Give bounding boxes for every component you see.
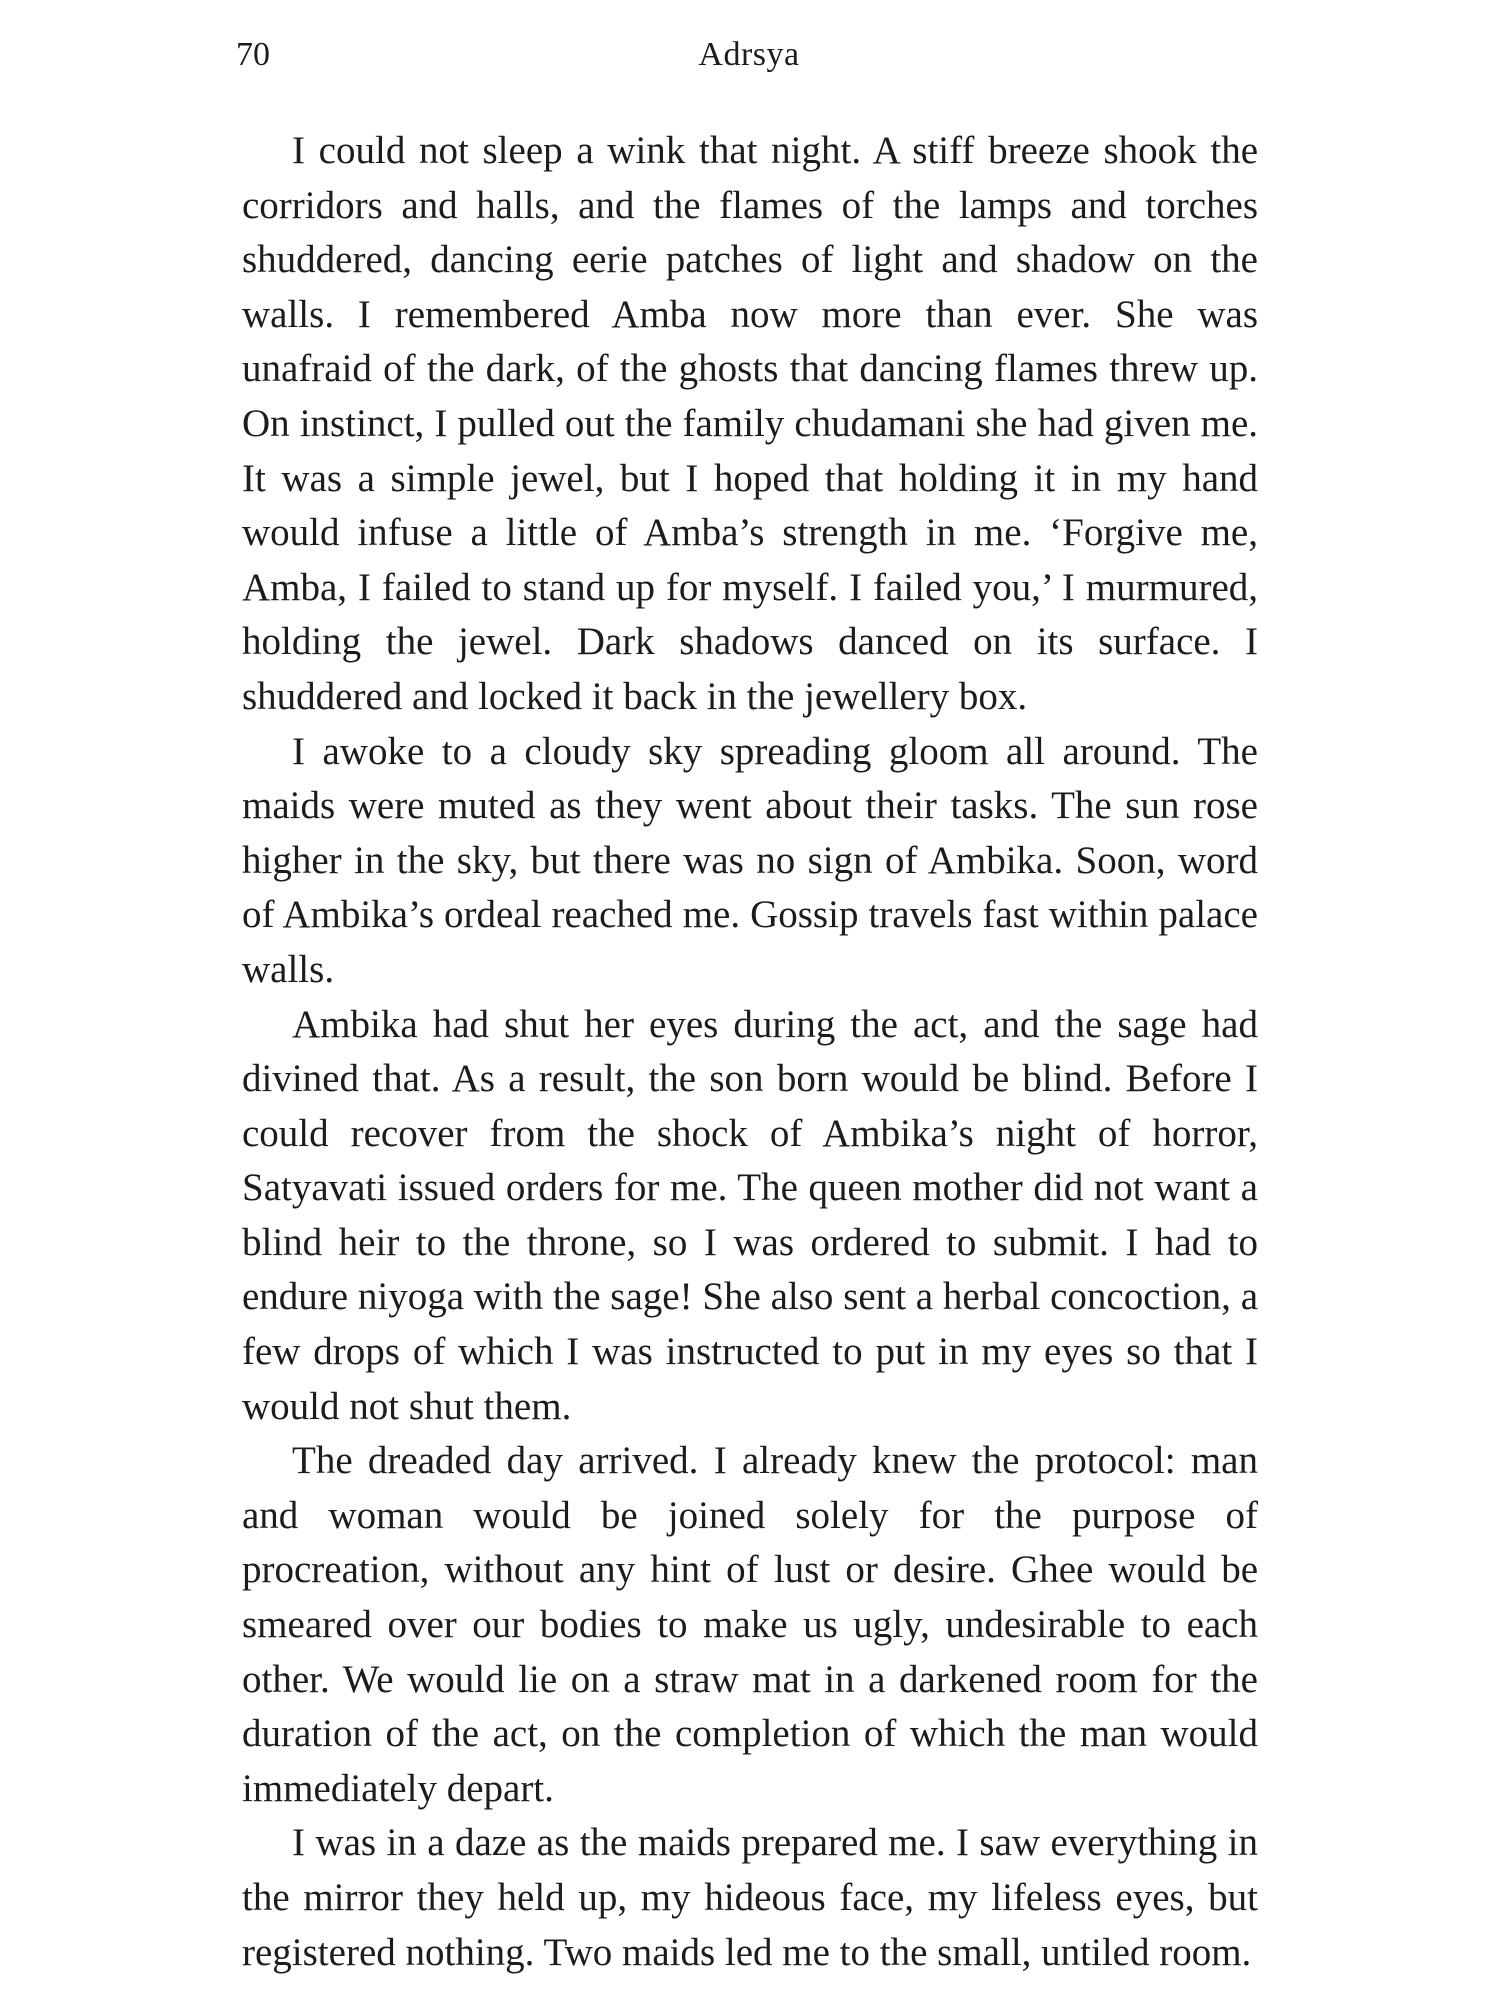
paragraph: I awoke to a cloudy sky spreading gloom all around. The maids were muted as they went about their tasks. The sun rose higher in the sky, but there was no sign of Ambika. Soon, word of Ambika’s ordeal reached me. Gossip travels fast within palace walls.: [242, 729, 1258, 991]
paragraph: The dreaded day arrived. I already knew the protocol: man and woman would be joined solely for the purpose of procreation, without any hint of lust or desire. Ghee would be smeared over our bodies to make us ugly, undesirable to each other. We would lie on a straw mat in a darkened room for the duration of the act, on the completion of which the man would immediately depart.: [242, 1439, 1258, 1810]
page-number: 70: [236, 36, 270, 73]
paragraph: I could not sleep a wink that night. A stiff breeze shook the corridors and halls, and the flames of the lamps and torches shuddered, dancing eerie patches of light and shadow on the walls. I remembered Amba now more than ever. She was unafraid of the dark, of the ghosts that dancing flames threw up. On instinct, I pulled out the family chudamani she had given me. It was a simple jewel, but I hoped that holding it in my hand would infuse a little of Amba’s strength in me. ‘Forgive me, Amba, I failed to stand up for myself. I failed you,’ I murmured, holding the jewel. Dark shadows danced on its surface. I shuddered and locked it back in the jewellery box.: [242, 129, 1258, 718]
running-head: [236, 30, 1262, 80]
paragraph: I was in a daze as the maids prepared me. I saw everything in the mirror they held up, my hideous face, my lifeless eyes, but registered nothing. Two maids led me to the small, untiled room.: [242, 1821, 1258, 1974]
running-title: Adrsya: [698, 36, 800, 73]
body-text: [242, 124, 1258, 1980]
paragraph: Ambika had shut her eyes during the act, and the sage had divined that. As a result, the son born would be blind. Before I could recover from the shock of Ambika’s night of horror, Satyavati issued orders for me. The queen mother did not want a blind heir to the throne, so I was ordered to submit. I had to endure niyoga with the sage! She also sent a herbal concoction, a few drops of which I was instructed to put in my eyes so that I would not shut them.: [242, 1002, 1258, 1428]
